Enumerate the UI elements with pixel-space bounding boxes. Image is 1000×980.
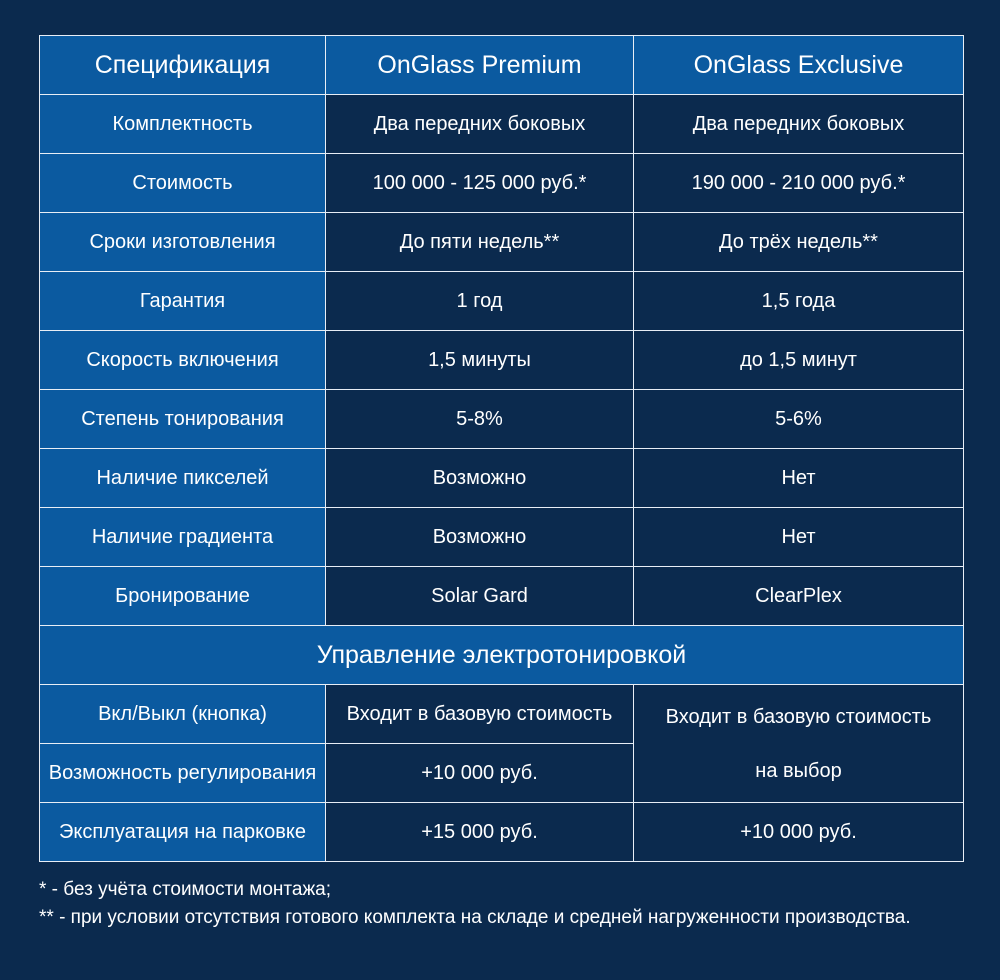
row-exclusive-value: Нет — [634, 449, 964, 508]
row-premium-value: Два передних боковых — [326, 95, 634, 154]
header-exclusive: OnGlass Exclusive — [634, 36, 964, 95]
row-premium-value: 5-8% — [326, 390, 634, 449]
row-exclusive-value: ClearPlex — [634, 567, 964, 626]
footnote-1: * - без учёта стоимости монтажа; — [39, 879, 332, 900]
row-exclusive-value: Нет — [634, 508, 964, 567]
row-exclusive-value: 1,5 года — [634, 272, 964, 331]
row-premium-value: Возможно — [326, 449, 634, 508]
row-premium-value: Solar Gard — [326, 567, 634, 626]
table-row — [40, 685, 964, 744]
row-premium-value: 1,5 минуты — [326, 331, 634, 390]
merged-line-2: на выбор — [755, 759, 842, 782]
table-row — [40, 390, 964, 449]
table-row — [40, 567, 964, 626]
row-exclusive-value: +10 000 руб. — [634, 803, 964, 862]
row-premium-value: +10 000 руб. — [326, 744, 634, 803]
row-exclusive-value: 190 000 - 210 000 руб.* — [634, 154, 964, 213]
merged-line-1: Входит в базовую стоимость — [665, 705, 932, 728]
row-label: Наличие пикселей — [40, 449, 326, 508]
row-exclusive-value: Два передних боковых — [634, 95, 964, 154]
header-premium: OnGlass Premium — [326, 36, 634, 95]
header-spec: Спецификация — [40, 36, 326, 95]
header-row — [40, 36, 964, 95]
row-label: Сроки изготовления — [40, 213, 326, 272]
row-label: Комплектность — [40, 95, 326, 154]
row-exclusive-value: До трёх недель** — [634, 213, 964, 272]
row-premium-value: Входит в базовую стоимость — [326, 685, 634, 744]
row-label: Эксплуатация на парковке — [40, 803, 326, 862]
table-row — [40, 272, 964, 331]
exclusive-merged-cell — [634, 685, 964, 803]
row-premium-value: +15 000 руб. — [326, 803, 634, 862]
footnotes — [39, 876, 939, 932]
table-row — [40, 331, 964, 390]
row-label: Вкл/Выкл (кнопка) — [40, 685, 326, 744]
table-row — [40, 154, 964, 213]
row-premium-value: Возможно — [326, 508, 634, 567]
row-label: Наличие градиента — [40, 508, 326, 567]
row-label: Бронирование — [40, 567, 326, 626]
table-row — [40, 449, 964, 508]
table-row — [40, 95, 964, 154]
row-premium-value: 100 000 - 125 000 руб.* — [326, 154, 634, 213]
row-label: Стоимость — [40, 154, 326, 213]
table-row — [40, 803, 964, 862]
row-premium-value: До пяти недель** — [326, 213, 634, 272]
row-label: Возможность регулирования — [40, 744, 326, 803]
table-row — [40, 213, 964, 272]
row-exclusive-value: 5-6% — [634, 390, 964, 449]
row-exclusive-value: до 1,5 минут — [634, 331, 964, 390]
footnote-2: ** - при условии отсутствия готового комплекта на складе и средней нагруженности производства. — [39, 907, 911, 928]
row-label: Скорость включения — [40, 331, 326, 390]
row-premium-value: 1 год — [326, 272, 634, 331]
spec-table — [39, 35, 964, 862]
row-label: Гарантия — [40, 272, 326, 331]
table-row — [40, 508, 964, 567]
section-title: Управление электротонировкой — [40, 626, 964, 685]
section-row — [40, 626, 964, 685]
row-label: Степень тонирования — [40, 390, 326, 449]
